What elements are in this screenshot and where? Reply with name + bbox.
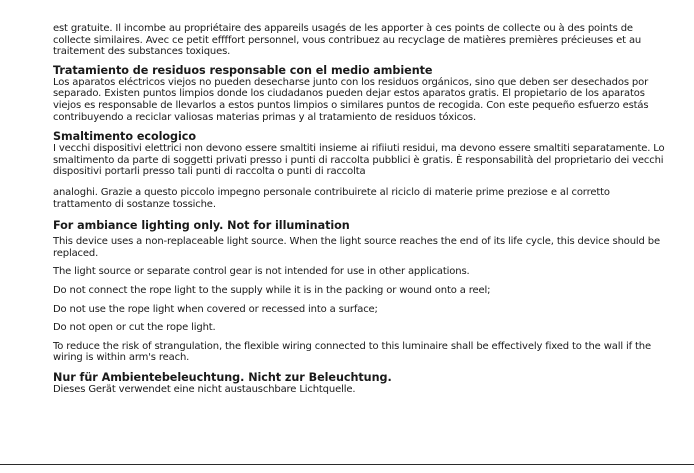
bottom-divider bbox=[0, 464, 694, 465]
italian-section bbox=[53, 130, 665, 210]
manual-page bbox=[53, 23, 665, 395]
italian-heading: Smaltimento ecologico bbox=[53, 130, 196, 144]
spanish-heading: Tratamiento de residuos responsable con el medio ambiente bbox=[53, 63, 433, 77]
german-section bbox=[53, 371, 665, 396]
spanish-section bbox=[53, 64, 665, 123]
italian-paragraph-continuation: analoghi. Grazie a questo piccolo impegno personale contribuirete al riciclo di materie prime preziose e al corretto trattamento di sostanze tossiche. bbox=[53, 186, 610, 210]
english-paragraph: Do not connect the rope light to the supply while it is in the packing or wound onto a reel; bbox=[53, 284, 491, 296]
italian-paragraph: I vecchi dispositivi elettrici non devono essere smaltiti insieme ai rifiiuti residui, ma devono essere smaltiti separatamente. Lo smaltimento da parte di soggetti privati presso i punti di raccolta pubblici è gratis. È responsabilità del proprietario dei vecchi dispositivi portarli presso tali punti di raccolta o punti di raccolta bbox=[53, 143, 665, 178]
english-paragraph: Do not use the rope light when covered or recessed into a surface; bbox=[53, 303, 378, 315]
french-section bbox=[53, 23, 665, 58]
spanish-paragraph: Los aparatos eléctricos viejos no pueden desecharse junto con los residuos orgánicos, sino que deben ser desechados por separado. Existen puntos limpios donde los ciudadanos pueden dejar estos aparatos gratis. El propietario de los aparatos viejos es responsable de llevarlos a estos puntos limpios o similares puntos de recogida. Con este pequeño esfuerzo estás contribuyendo a reciclar valiosas materias primas y al tratamiento de residuos tóxicos. bbox=[53, 76, 649, 123]
english-paragraph: This device uses a non-replaceable light source. When the light source reaches the end of its life cycle, this device should be replaced. bbox=[53, 236, 660, 259]
english-paragraph: Do not open or cut the rope light. bbox=[53, 322, 216, 334]
french-paragraph: est gratuite. Il incombe au propriétaire des appareils usagés de les apporter à ces points de collecte ou à des points de collecte similaires. Avec ce petit effffort personnel, vous contribuez au recyclage de matières premières précieuses et au traitement des substances toxiques. bbox=[53, 23, 642, 58]
english-section bbox=[53, 219, 665, 364]
german-paragraph: Dieses Gerät verwendet eine nicht austauschbare Lichtquelle. bbox=[53, 383, 356, 395]
english-heading: For ambiance lighting only. Not for illumination bbox=[53, 219, 350, 233]
german-heading: Nur für Ambientebeleuchtung. Nicht zur Beleuchtung. bbox=[53, 370, 392, 384]
english-paragraph: To reduce the risk of strangulation, the flexible wiring connected to this luminaire shall be effectively fixed to the wall if the wiring is within arm's reach. bbox=[53, 340, 651, 364]
english-paragraph: The light source or separate control gear is not intended for use in other applications. bbox=[53, 266, 470, 278]
